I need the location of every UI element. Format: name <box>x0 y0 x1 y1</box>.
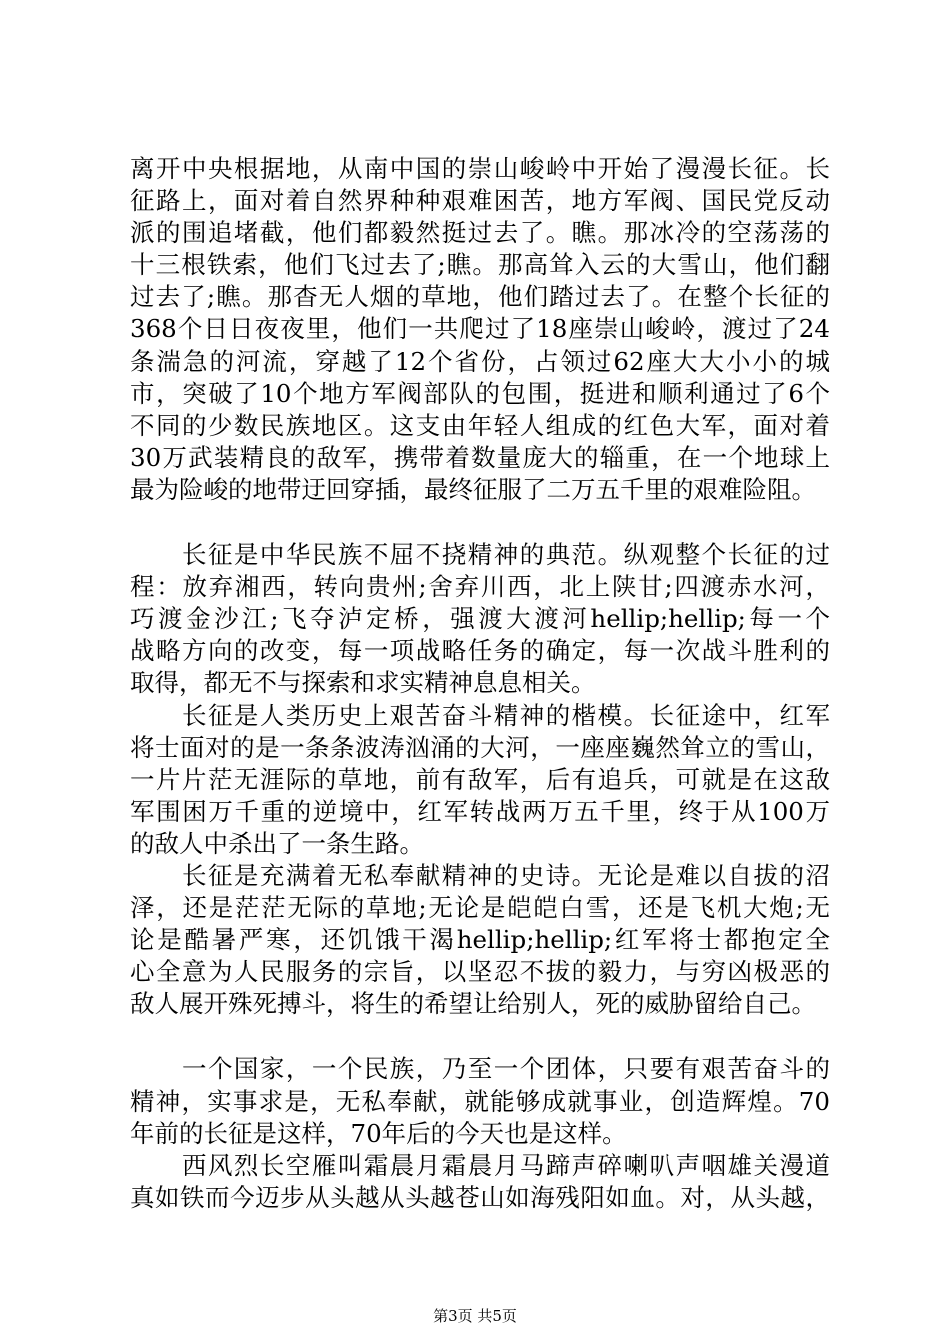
text-line: 将士面对的是一条条波涛汹涌的大河，一座座巍然耸立的雪山， <box>130 732 830 762</box>
text-line: 真如铁而今迈步从头越从头越苍山如海残阳如血。对，从头越， <box>130 1182 830 1212</box>
text-line: 条湍急的河流，穿越了12个省份，占领过62座大大小小的城 <box>130 346 830 376</box>
text-line: 军围困万千重的逆境中，红军转战两万五千里，终于从100万 <box>130 796 830 826</box>
paragraph-6 <box>130 1150 830 1214</box>
text-line: 长征是充满着无私奉献精神的史诗。无论是难以自拔的沼 <box>130 860 830 890</box>
paragraph-spacer <box>130 1020 830 1053</box>
paragraph-spacer <box>130 506 830 539</box>
document-body <box>130 153 830 1214</box>
text-line: 泽，还是茫茫无际的草地;无论是皑皑白雪，还是飞机大炮;无 <box>130 893 830 923</box>
text-line: 心全意为人民服务的宗旨，以坚忍不拔的毅力，与穷凶极恶的 <box>130 957 830 987</box>
text-line: 巧渡金沙江;飞夺泸定桥，强渡大渡河hellip;hellip;每一个 <box>130 604 830 634</box>
paragraph-4 <box>130 860 830 1020</box>
text-line: 离开中央根据地，从南中国的崇山峻岭中开始了漫漫长征。长 <box>130 154 830 183</box>
text-line: 30万武装精良的敌军，携带着数量庞大的辎重，在一个地球上 <box>130 442 830 472</box>
text-line: 一片片茫无涯际的草地，前有敌军，后有追兵，可就是在这敌 <box>130 764 830 794</box>
text-line: 敌人展开殊死搏斗，将生的希望让给别人，死的威胁留给自己。 <box>130 989 816 1019</box>
text-line: 市，突破了10个地方军阀部队的包围，挺进和顺利通过了6个 <box>130 378 830 408</box>
paragraph-5 <box>130 1053 830 1149</box>
paragraph-3 <box>130 700 830 860</box>
text-line: 长征是人类历史上艰苦奋斗精神的楷模。长征途中，红军 <box>130 700 830 730</box>
text-line: 精神，实事求是，无私奉献，就能够成就事业，创造辉煌。70 <box>130 1086 830 1116</box>
text-line: 取得，都无不与探索和求实精神息息相关。 <box>130 668 596 698</box>
text-line: 战略方向的改变，每一项战略任务的确定，每一次战斗胜利的 <box>130 636 830 666</box>
text-line: 派的围追堵截，他们都毅然挺过去了。瞧。那冰冷的空荡荡的 <box>130 218 830 248</box>
text-line: 征路上，面对着自然界种种艰难困苦，地方军阀、国民党反动 <box>130 186 830 216</box>
text-line: 长征是中华民族不屈不挠精神的典范。纵观整个长征的过 <box>130 540 830 570</box>
text-line: 过去了;瞧。那杳无人烟的草地，他们踏过去了。在整个长征的 <box>130 282 830 312</box>
text-line: 最为险峻的地带迂回穿插，最终征服了二万五千里的艰难险阻。 <box>130 474 816 504</box>
text-line: 368个日日夜夜里，他们一共爬过了18座崇山峻岭，渡过了24 <box>130 314 830 344</box>
text-line: 一个国家，一个民族，乃至一个团体，只要有艰苦奋斗的 <box>130 1054 830 1084</box>
text-line: 不同的少数民族地区。这支由年轻人组成的红色大军，面对着 <box>130 410 830 440</box>
text-line: 论是酷暑严寒，还饥饿干渴hellip;hellip;红军将士都抱定全 <box>130 925 830 955</box>
paragraph-1 <box>130 153 830 506</box>
page-number-label: 第3页 共5页 <box>433 1307 517 1325</box>
page-footer <box>0 1306 950 1326</box>
text-line: 年前的长征是这样，70年后的今天也是这样。 <box>130 1118 627 1148</box>
text-line: 十三根铁索，他们飞过去了;瞧。那高耸入云的大雪山，他们翻 <box>130 250 830 280</box>
text-line: 的敌人中杀出了一条生路。 <box>130 828 424 858</box>
paragraph-2 <box>130 539 830 699</box>
text-line: 西风烈长空雁叫霜晨月霜晨月马蹄声碎喇叭声咽雄关漫道 <box>130 1150 830 1180</box>
text-line: 程：放弃湘西，转向贵州;舍弃川西，北上陕甘;四渡赤水河， <box>130 572 830 602</box>
